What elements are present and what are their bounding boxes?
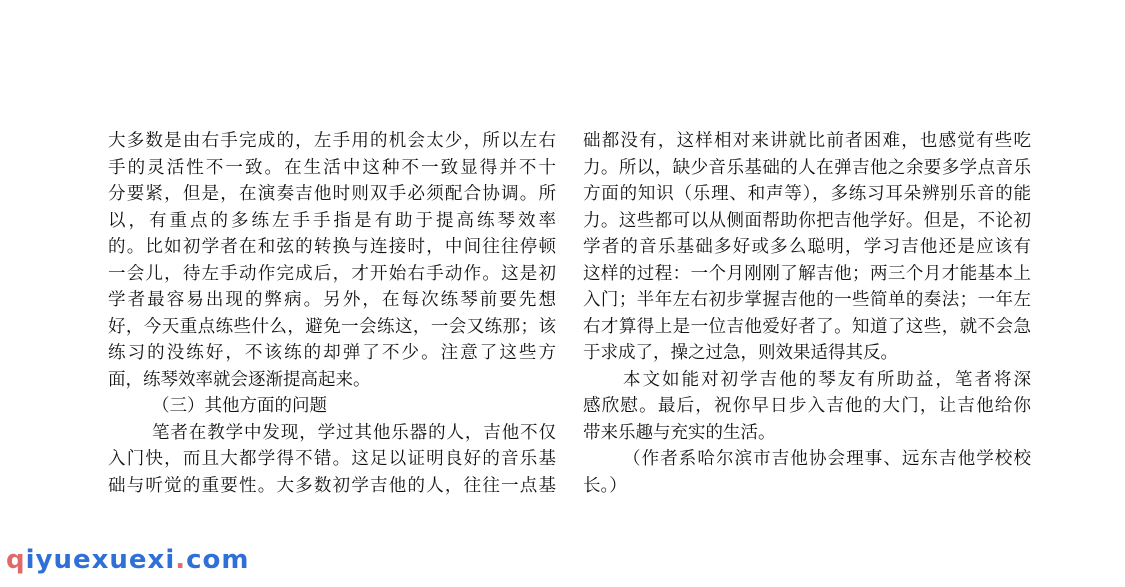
watermark-name: iyuexuexi [25,545,176,575]
author-note: （作者系哈尔滨市吉他协会理事、远东吉他学校校 [623,449,1031,469]
text-line: 学者的音乐基础多好或多么聪明，学习吉他还是应该有 [583,237,1031,257]
text-line: 手的灵活性不一致。在生活中这种不一致显得并不十 [108,157,556,178]
text-line: 带来乐趣与充实的生活。 [583,422,776,443]
text-line: 础都没有，这样相对来讲就比前者困难，也感觉有些吃 [583,131,1031,151]
text-line: 力。所以，缺少音乐基础的人在弹吉他之余要多学点音乐 [583,157,1031,178]
text-line: 的。比如初学者在和弦的转换与连接时，中间往往停顿 [108,237,556,257]
text-line: 右才算得上是一位吉他爱好者了。知道了这些，就不会急 [583,316,1031,337]
text-line: 练习的没练好，不该练的却弹了不少。注意了这些方 [108,343,556,363]
text-line: 一会儿，待左手动作完成后，才开始右手动作。这是初 [108,263,556,284]
text-line: 这样的过程：一个月刚刚了解吉他；两三个月才能基本上 [583,263,1031,284]
text-line: 方面的知识（乐理、和声等），多练习耳朵辨别乐音的能 [583,184,1031,204]
text-line: 笔者在教学中发现，学过其他乐器的人，吉他不仅 [152,422,556,443]
text-line: 于求成了，操之过急，则效果适得其反。 [583,343,898,363]
text-line: 入门；半年左右初步掌握吉他的一些简单的奏法；一年左 [583,290,1031,310]
text-line: 础与听觉的重要性。大多数初学吉他的人，往往一点基 [108,475,556,496]
site-watermark [6,540,250,580]
watermark-initial: q [6,545,26,575]
text-line: 大多数是由右手完成的，左手用的机会太少，所以左右 [108,131,556,151]
left-text-column [108,128,556,499]
right-text-column [583,128,1031,499]
watermark-dot: . [175,545,187,575]
text-line: 以，有重点的多练左手手指是有助于提高练琴效率 [108,210,556,231]
text-line: 好，今天重点练些什么，避免一会练这，一会又练那；该 [108,316,556,337]
watermark-tld: com [186,545,250,575]
text-line: 本文如能对初学吉他的琴友有所助益，笔者将深 [623,369,1031,390]
text-line: 感欣慰。最后，祝你早日步入吉他的大门，让吉他给你 [583,396,1031,416]
section-heading: （三）其他方面的问题 [152,396,327,416]
author-note: 长。） [583,475,627,496]
text-line: 力。这些都可以从侧面帮助你把吉他学好。但是，不论初 [583,210,1031,231]
text-line: 入门快，而且大都学得不错。这足以证明良好的音乐基 [108,449,556,469]
text-line: 学者最容易出现的弊病。另外，在每次练琴前要先想 [108,290,556,310]
text-line: 面，练琴效率就会逐渐提高起来。 [108,369,371,390]
text-line: 分要紧，但是，在演奏吉他时则双手必须配合协调。所 [108,184,556,204]
